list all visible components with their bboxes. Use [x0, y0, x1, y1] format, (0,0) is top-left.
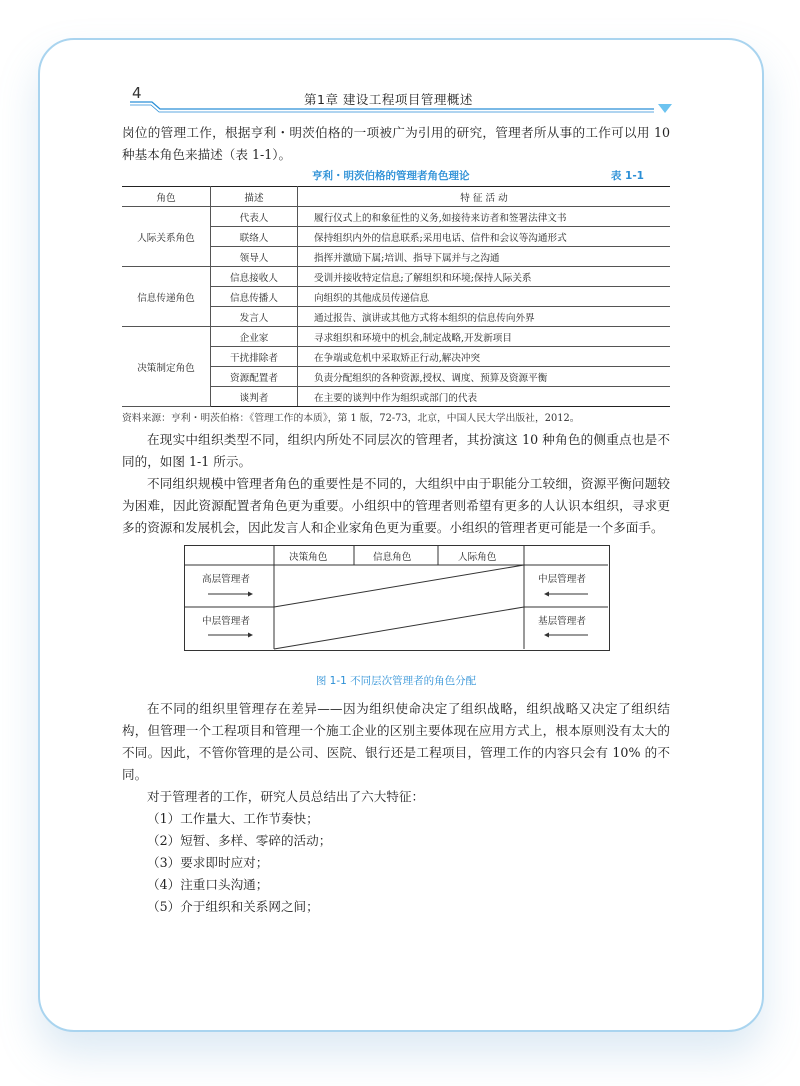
figure-left-top-label: 高层管理者: [202, 574, 250, 585]
table-caption: [122, 168, 670, 186]
figure-left-bottom-label: 中层管理者: [202, 616, 250, 627]
activity-cell: 寻求组织和环境中的机会,制定战略,开发新项目: [298, 327, 671, 347]
activity-cell: 保持组织内外的信息联系;采用电话、信件和会议等沟通形式: [298, 227, 671, 247]
desc-cell: 领导人: [211, 247, 298, 267]
roles-table: [122, 186, 670, 407]
book-page: [122, 82, 670, 918]
desc-cell: 代表人: [211, 207, 298, 227]
figure-col-info: 信息角色: [373, 552, 412, 563]
desc-cell: 信息接收人: [211, 267, 298, 287]
paragraph-management-differences: 在不同的组织里管理存在差异——因为组织使命决定了组织战略，组织战略又决定了组织结构，但管理一个工程项目和管理一个施工企业的区别主要体现在应用方式上，根本原则没有太大的不同。因此，不管你管理的是公司、医院、银行还是工程项目，管理工作的内容只会有 10% 的不同。: [122, 701, 670, 782]
page-header: [122, 82, 670, 112]
figure-caption: 图 1-1 不同层次管理者的角色分配: [315, 675, 477, 687]
activity-cell: 负责分配组织的各种资源,授权、调度、预算及资源平衡: [298, 367, 671, 387]
desc-cell: 资源配置者: [211, 367, 298, 387]
table-label: 表 1-1: [610, 170, 644, 182]
right-arrow-icon: [208, 592, 253, 597]
role-group-cell: 决策制定角色: [122, 327, 211, 407]
activity-cell: 在争端或危机中采取矫正行动,解决冲突: [298, 347, 671, 367]
feature-item: （5）介于组织和关系网之间；: [147, 899, 319, 914]
desc-cell: 联络人: [211, 227, 298, 247]
figure-col-decision: 决策角色: [289, 552, 328, 563]
desc-cell: 谈判者: [211, 387, 298, 407]
paragraph-roles-by-size: 不同组织规模中管理者角色的重要性是不同的，大组织中由于职能分工较细，资源平衡问题较为困难，因此资源配置者角色更为重要。小组织中的管理者则希望有更多的人认识本组织，寻求更多的资源和发展机会，因此发言人和企业家角色更为重要。小组织的管理者更可能是一个多面手。: [122, 476, 670, 535]
table-row: [122, 327, 670, 347]
figure-col-interpersonal: 人际角色: [458, 552, 497, 563]
feature-item: （2）短暂、多样、零碎的活动；: [147, 833, 332, 848]
activity-cell: 在主要的谈判中作为组织或部门的代表: [298, 387, 671, 407]
left-arrow-icon: [544, 592, 588, 597]
table-header-cell: 描述: [211, 187, 298, 207]
desc-cell: 发言人: [211, 307, 298, 327]
upper-diagonal: [274, 565, 524, 607]
feature-item: （3）要求即时应对；: [147, 855, 269, 870]
activity-cell: 指挥并激励下属;培训、指导下属并与之沟通: [298, 247, 671, 267]
paragraph-roles-by-level: 在现实中组织类型不同，组织内所处不同层次的管理者，其扮演这 10 种角色的侧重点也是不同的，如图 1-1 所示。: [122, 432, 670, 469]
role-group-cell: 信息传递角色: [122, 267, 211, 327]
feature-item: （4）注重口头沟通；: [147, 877, 269, 892]
right-arrow-icon: [208, 633, 253, 638]
chapter-title: 第1章 建设工程项目管理概述: [304, 92, 473, 107]
header-triangle-icon: [658, 104, 672, 113]
table-source: 资料来源：亨利・明茨伯格：《管理工作的本质》，第 1 版，72-73，北京，中国人民大学出版社，2012。: [122, 413, 580, 424]
activity-cell: 履行仪式上的和象征性的义务,如接待来访者和签署法律文书: [298, 207, 671, 227]
desc-cell: 信息传播人: [211, 287, 298, 307]
table-row: [122, 207, 670, 227]
table-row: [122, 267, 670, 287]
page-number: 4: [132, 84, 142, 102]
paragraph-features-intro: 对于管理者的工作，研究人员总结出了六大特征：: [147, 789, 425, 804]
activity-cell: 通过报告、演讲或其他方式将本组织的信息传向外界: [298, 307, 671, 327]
table-header-cell: 角色: [122, 187, 211, 207]
activity-cell: 向组织的其他成员传递信息: [298, 287, 671, 307]
role-group-cell: 人际关系角色: [122, 207, 211, 267]
figure-right-bottom-label: 基层管理者: [538, 616, 586, 627]
figure-right-top-label: 中层管理者: [538, 574, 586, 585]
table-header-row: [122, 187, 670, 207]
desc-cell: 企业家: [211, 327, 298, 347]
feature-item: （1）工作量大、工作节奏快；: [147, 811, 319, 826]
lower-diagonal: [274, 607, 524, 649]
role-distribution-figure: [122, 545, 670, 663]
table-title: 亨利・明茨伯格的管理者角色理论: [312, 170, 470, 182]
table-header-cell: 特 征 活 动: [298, 187, 671, 207]
desc-cell: 干扰排除者: [211, 347, 298, 367]
left-arrow-icon: [544, 633, 588, 638]
intro-paragraph: 岗位的管理工作，根据亨利・明茨伯格的一项被广为引用的研究，管理者所从事的工作可以用 10 种基本角色来描述（表 1-1）。: [122, 125, 670, 162]
activity-cell: 受训并接收特定信息;了解组织和环境;保持人际关系: [298, 267, 671, 287]
